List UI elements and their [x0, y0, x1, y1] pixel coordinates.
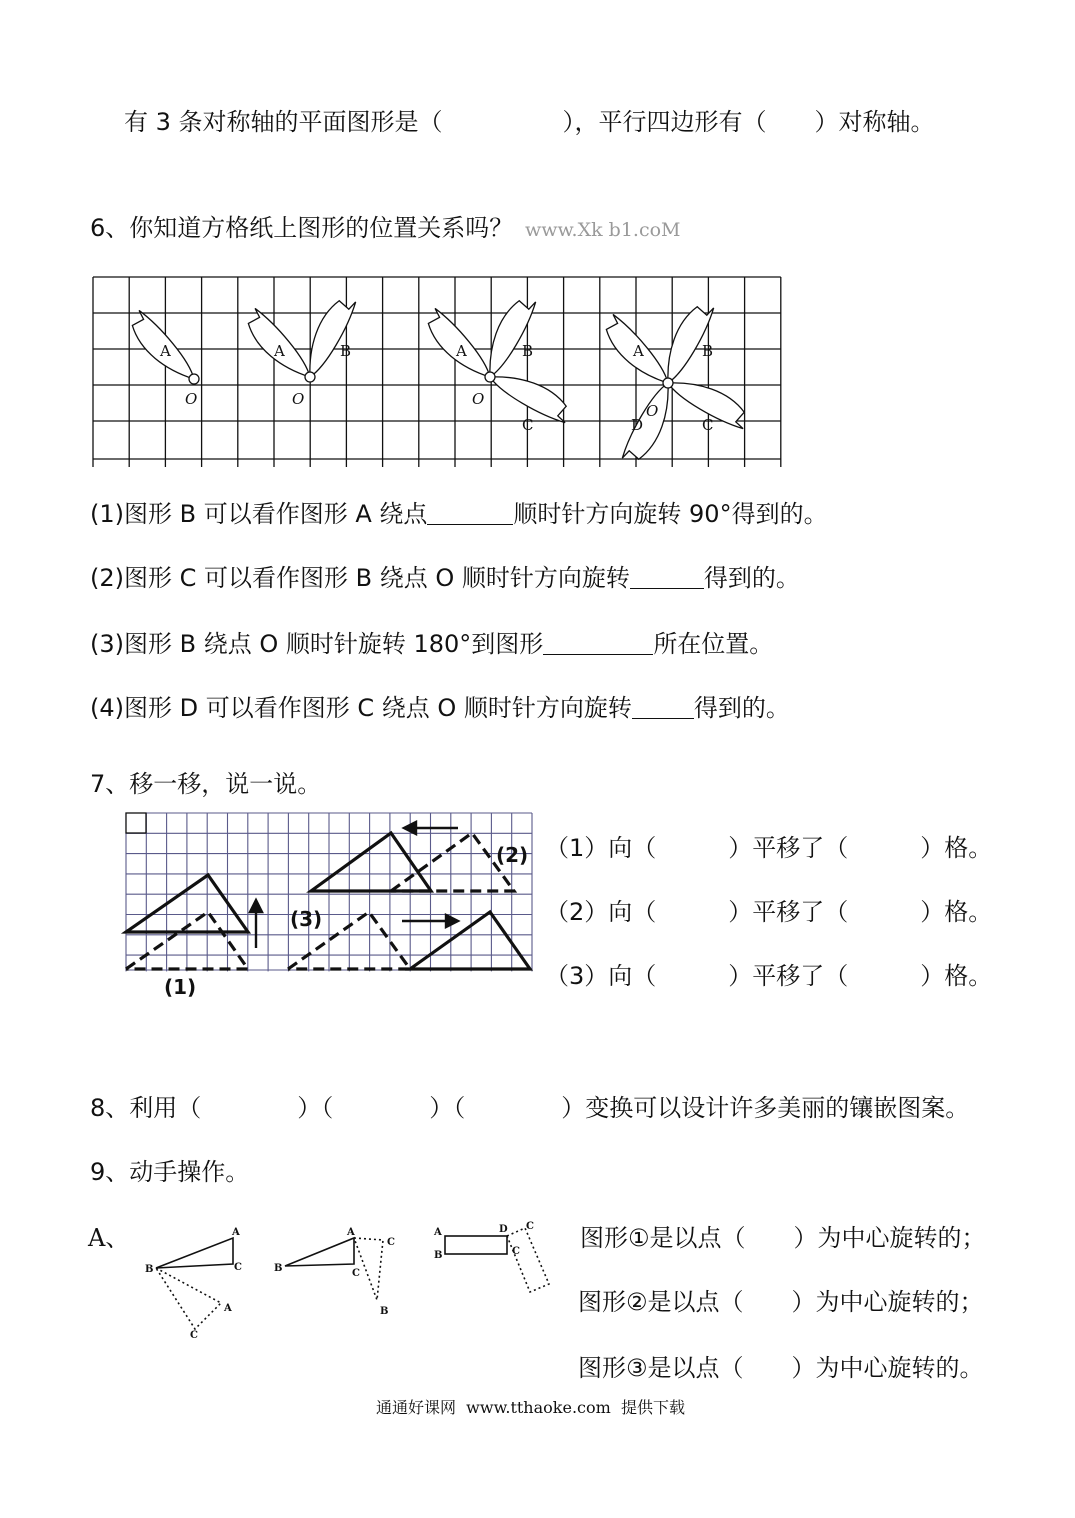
- petal-label-c: C: [522, 416, 534, 434]
- q9-item-3: 图形③是以点（ ）为中心旋转的。: [578, 1354, 984, 1382]
- center-label-o: O: [646, 402, 659, 420]
- point-label-b: B: [274, 1263, 283, 1274]
- point-label-a: A: [434, 1227, 442, 1238]
- q7-item-1: （1）向（ ）平移了（ ）格。: [545, 834, 993, 862]
- q7-item-3: （3）向（ ）平移了（ ）格。: [545, 962, 993, 990]
- q7-item-2: （2）向（ ）平移了（ ）格。: [545, 898, 993, 926]
- point-label-b: B: [434, 1250, 443, 1261]
- q9-title: 9、动手操作。: [90, 1158, 250, 1186]
- rotation-center: [485, 372, 495, 382]
- q9-item-1: 图形①是以点（ ）为中心旋转的；: [580, 1224, 986, 1252]
- petal-label-a: A: [456, 342, 467, 360]
- rotation-flower-grid: [90, 274, 784, 470]
- q9-part-a-label: A、: [88, 1224, 130, 1252]
- point-label-c: C: [352, 1268, 360, 1279]
- center-label-o: O: [472, 390, 485, 408]
- petal-label-a: A: [274, 342, 285, 360]
- point-label-c: C: [526, 1221, 534, 1232]
- point-label-d: D: [499, 1224, 508, 1235]
- center-label-o: O: [292, 390, 305, 408]
- rotation-center: [663, 378, 673, 388]
- point-label-a: A: [232, 1227, 240, 1238]
- answer-blank[interactable]: [630, 566, 704, 589]
- flower-petal: [298, 298, 367, 377]
- q6-item-4: (4)图形 D 可以看作图形 C 绕点 O 顺时针方向旋转 得到的。: [90, 694, 790, 722]
- page-footer: 通通好课网 www.tthaoke.com 提供下载: [376, 1398, 685, 1417]
- q9-item-2: 图形②是以点（ ）为中心旋转的；: [578, 1288, 984, 1316]
- fig-label-1: (1): [164, 975, 197, 999]
- q6-item-2: (2)图形 C 可以看作图形 B 绕点 O 顺时针方向旋转 得到的。: [90, 564, 800, 592]
- point-label-c: C: [234, 1262, 242, 1273]
- point-label-c: C: [387, 1237, 395, 1248]
- rotation-figures: [140, 1218, 570, 1348]
- point-label-a: A: [224, 1303, 232, 1314]
- rotation-center: [305, 372, 315, 382]
- petal-label-a: A: [633, 342, 644, 360]
- petal-label-a: A: [160, 342, 171, 360]
- petal-label-c: C: [702, 416, 714, 434]
- flower-petal: [611, 383, 680, 462]
- point-label-c: C: [512, 1246, 520, 1257]
- q6-item-1: (1)图形 B 可以看作图形 A 绕点 顺时针方向旋转 90°得到的。: [90, 500, 828, 528]
- answer-blank[interactable]: [427, 502, 513, 525]
- fig-label-3: (3): [290, 907, 323, 931]
- q7-title: 7、移一移，说一说。: [90, 770, 322, 798]
- petal-label-b: B: [340, 342, 352, 360]
- petal-label-d: D: [631, 416, 644, 434]
- flower-petal: [656, 304, 725, 383]
- q8-line: 8、利用（ ）（ ）（ ）变换可以设计许多美丽的镶嵌图案。: [90, 1094, 970, 1122]
- q6-item-3: (3)图形 B 绕点 O 顺时针旋转 180°到图形 所在位置。: [90, 630, 774, 658]
- answer-blank[interactable]: [543, 632, 653, 655]
- petal-label-b: B: [522, 342, 534, 360]
- answer-blank[interactable]: [632, 696, 694, 719]
- watermark: www.Xk b1.coM: [525, 219, 681, 241]
- fig-label-2: (2): [496, 843, 529, 867]
- translation-grid: [122, 812, 540, 1002]
- q6-title: 6、你知道方格纸上图形的位置关系吗？: [90, 214, 514, 242]
- rotation-center: [189, 374, 199, 384]
- point-label-a: A: [347, 1227, 355, 1238]
- point-label-c: C: [190, 1330, 198, 1341]
- point-label-b: B: [380, 1306, 389, 1317]
- point-label-b: B: [145, 1264, 154, 1275]
- center-label-o: O: [185, 390, 198, 408]
- petal-label-b: B: [702, 342, 714, 360]
- flower-petal: [478, 298, 547, 377]
- q5-fill-in-line: 有 3 条对称轴的平面图形是（ ），平行四边形有（ ）对称轴。: [124, 108, 935, 136]
